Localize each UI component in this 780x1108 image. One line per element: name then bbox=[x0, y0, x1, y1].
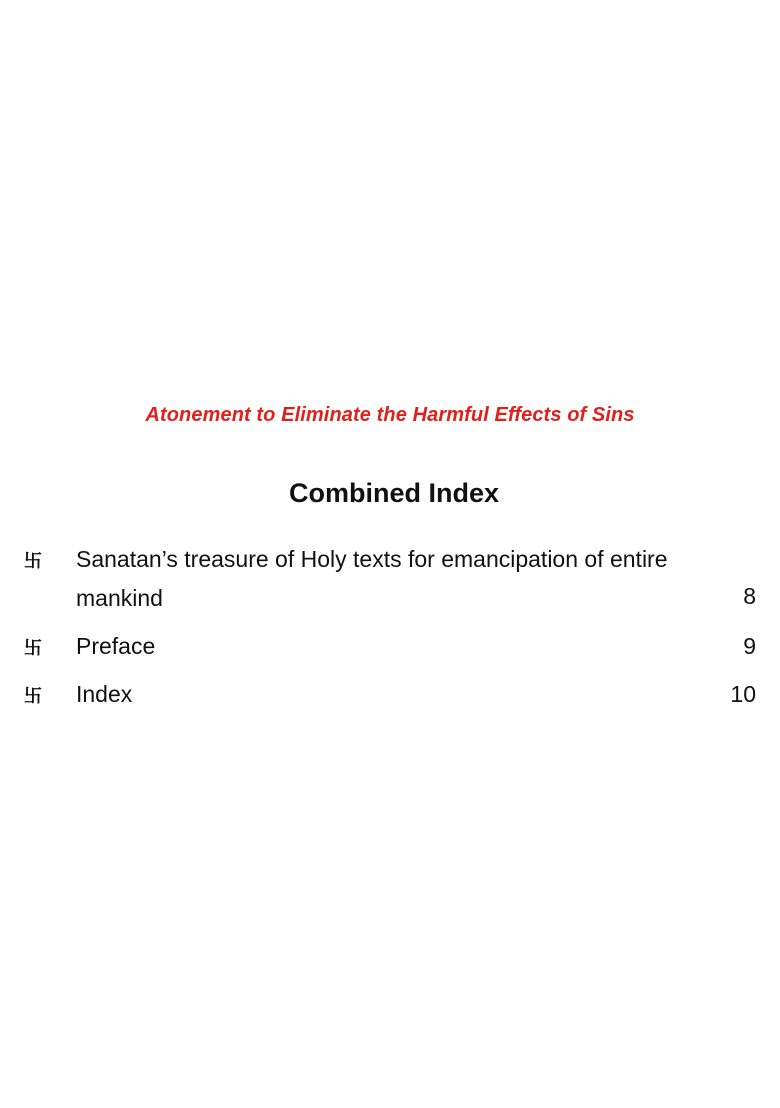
toc-entry-page: 8 bbox=[743, 583, 756, 609]
swastika-icon: 卐 bbox=[24, 638, 42, 658]
toc-entry-title: Index bbox=[76, 681, 133, 707]
toc-entry bbox=[0, 540, 780, 620]
toc-entry-title: Sanatan’s treasure of Holy texts for emancipation of entire mankind bbox=[76, 546, 668, 611]
toc-entry-page: 10 bbox=[730, 681, 756, 707]
swastika-icon: 卐 bbox=[24, 686, 42, 706]
toc-entry bbox=[0, 675, 780, 715]
page-title: Combined Index bbox=[288, 478, 499, 508]
swastika-icon: 卐 bbox=[24, 551, 42, 571]
toc-entry bbox=[0, 627, 780, 667]
running-header-title: Atonement to Eliminate the Harmful Effects of Sins bbox=[145, 404, 635, 426]
toc-entry-title: Preface bbox=[76, 633, 156, 659]
toc-entry-page: 9 bbox=[743, 633, 756, 659]
